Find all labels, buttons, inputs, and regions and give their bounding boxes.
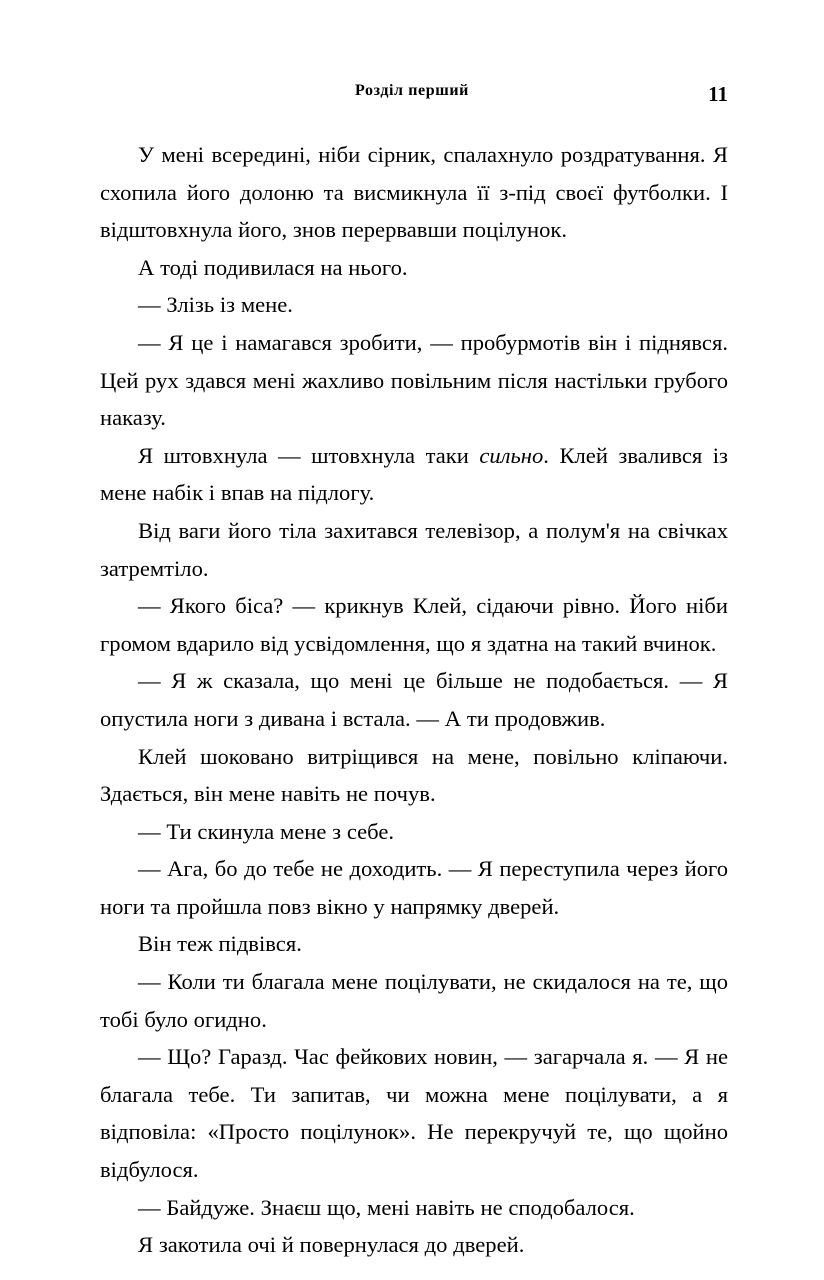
- paragraph: Від ваги його тіла захитався телевізор, а полум'я на свічках затремтіло.: [100, 517, 728, 581]
- paragraph: — Байдуже. Знаєш що, мені навіть не сподобалося.: [138, 1194, 635, 1220]
- paragraph: — Я це і намагався зробити, — пробурмотів він і піднявся. Цей рух здався мені жахливо повільним після настільки грубого наказу.: [100, 329, 728, 431]
- paragraph: — Якого біса? — крикнув Клей, сідаючи рівно. Його ніби громом вдарило від усвідомлення, що я здатна на такий вчинок.: [100, 593, 728, 656]
- emphasized-word: сильно: [479, 442, 544, 468]
- paragraph: — Ага, бо до тебе не доходить. — Я переступила через його ноги та пройшла повз вікно у напрямку дверей.: [100, 856, 728, 919]
- paragraph: У мені всередині, ніби сірник, спалахнуло роздратування. Я схопила його долоню та висмикнула її з-під своєї футболки. І відштовхнула його, знов перервавши поцілунок.: [100, 142, 728, 243]
- page-number: 11: [708, 82, 728, 106]
- paragraph: — Я ж сказала, що мені це більше не подобається. — Я опустила ноги з дивана і встала. — А ти продовжив.: [100, 668, 728, 731]
- chapter-title: Розділ перший: [355, 82, 469, 99]
- paragraph: — Коли ти благала мене поцілувати, не скидалося на те, що тобі було огидно.: [100, 969, 728, 1032]
- paragraph: Він теж підвівся.: [138, 931, 302, 957]
- paragraph: — Ти скинула мене з себе.: [138, 818, 395, 844]
- running-head: [0, 82, 824, 106]
- paragraph: — Злізь із мене.: [138, 292, 293, 318]
- paragraph: Клей шоковано витріщився на мене, повільно кліпаючи. Здається, він мене навіть не почув.: [100, 743, 728, 807]
- paragraph-text: Я штовхнула — штовхнула таки сильно. Клей звалився із мене набік і впав на підлогу.: [100, 442, 728, 506]
- paragraph-with-emphasis: [100, 437, 728, 512]
- paragraph: А тоді подивилася на нього.: [138, 254, 408, 280]
- body-text: [100, 136, 728, 1264]
- paragraph: — Що? Гаразд. Час фейкових новин, — загарчала я. — Я не благала тебе. Ти запитав, чи можна мене поцілувати, а я відповіла: «Просто поцілунок». Не перекручуй те, що щойно відбулося.: [100, 1044, 728, 1183]
- paragraph: Я закотила очі й повернулася до дверей.: [138, 1232, 525, 1258]
